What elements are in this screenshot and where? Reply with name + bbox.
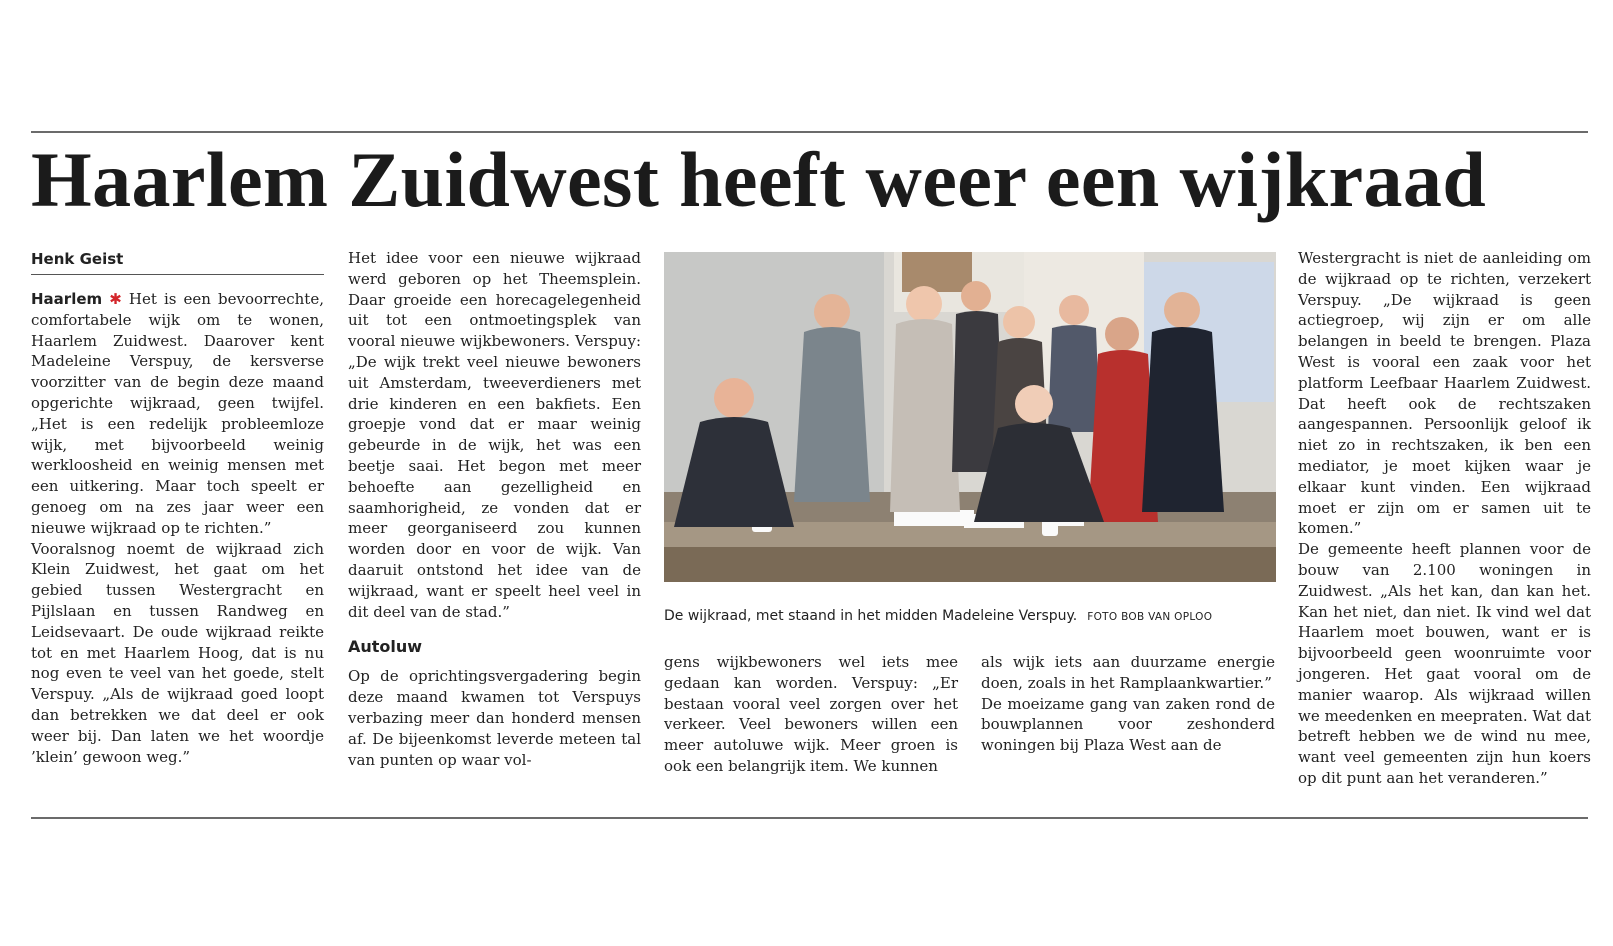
photo-caption: [664, 606, 1276, 627]
headline: Haarlem Zuidwest heeft weer een wijkraad: [31, 136, 1487, 223]
column-2: [348, 248, 641, 770]
paragraph: Het idee voor een nieuwe wijkraad werd geboren op het Theemsplein. Daar groeide een horecagelegenheid uit tot een ontmoetingsplek van vooral nieuwe wijkbewoners. Verspuy: „De wijk trekt veel nieuwe bewoners uit Amsterdam, tweeverdieners met drie kinderen en een bakfiets. Een groepje vond dat er maar weinig gebeurde in de wijk, het was een beetje saai. Het begon met meer behoefte aan gezelligheid en saamhorigheid, ze vonden dat er meer georganiseerd zou kunnen worden door en voor de wijk. Van daaruit ontstond het idee van de wijkraad, want er speelt heel veel in dit deel van de stad.”: [348, 249, 641, 621]
column-5: [1298, 248, 1591, 789]
column-3: [664, 652, 958, 777]
photo-credit: FOTO BOB VAN OPLOO: [1087, 611, 1213, 623]
paragraph: Vooralsnog noemt de wijkraad zich Klein Zuidwest, het gaat om het gebied tussen Westergracht en Pijlslaan en tussen Randweg en Leidsevaart. De oude wijkraad reikte tot en met Haarlem Hoog, dat is nu nog even te veel van het goede, stelt Verspuy. „Als de wijkraad goed loopt dan betrekken we dat deel er ook weer bij. Dan laten we het woordje ’klein’ gewoon weg.”: [31, 539, 324, 766]
top-rule: [31, 131, 1588, 133]
subhead: Autoluw: [348, 637, 423, 657]
caption-text: De wijkraad, met staand in het midden Madeleine Verspuy.: [664, 608, 1078, 624]
paragraph: De moeizame gang van zaken rond de bouwplannen voor zeshonderd woningen bij Plaza West aan de: [981, 694, 1275, 755]
paragraph: gens wijkbewoners wel iets mee gedaan kan worden. Verspuy: „Er bestaan vooral veel zorgen over het verkeer. Veel bewoners willen een meer autoluwe wijk. Meer groen is ook een belangrijk item. We kunnen: [664, 653, 958, 775]
paragraph: De gemeente heeft plannen voor de bouw van 2.100 woningen in Zuidwest. „Als het kan, dan kan het. Kan het niet, dan niet. Ik vind wel dat Haarlem moet bouwen, want er is bijvoorbeeld geen woonruimte voor jongeren. Het gaat vooral om de manier waarop. Als wijkraad willen we meedenken en meepraten. Wat dat betreft hebben we de wind nu mee, want veel gemeenten zijn hun koers op dit punt aan het veranderen.”: [1298, 540, 1591, 787]
bottom-rule: [31, 817, 1588, 819]
article-photo: [664, 252, 1276, 582]
dateline: Haarlem: [31, 290, 103, 308]
column-4: [981, 652, 1275, 756]
lead-paragraph: [31, 289, 324, 539]
paragraph: Westergracht is niet de aanleiding om de wijkraad op te richten, verzekert Verspuy. „De wijkraad is geen actiegroep, wij zijn er om alle belangen in beeld te brengen. Plaza West is vooral een zaak voor het platform Leefbaar Haarlem Zuidwest. Dat heeft ook de rechtszaken aangespannen. Persoonlijk geloof ik niet zo in rechtszaken, ik ben een mediator, je moet kijken waar je elkaar kunt vinden. Een wijkraad moet er zijn om er samen uit te komen.”: [1298, 249, 1591, 538]
byline: Henk Geist: [31, 248, 324, 275]
column-1: [31, 248, 324, 767]
paragraph: Op de oprichtingsvergadering begin deze maand kwamen tot Verspuys verbazing meer dan honderd mensen af. De bijeenkomst leverde meteen tal van punten op waar vol-: [348, 667, 641, 769]
dateline-star-icon: ✱: [109, 290, 122, 308]
lead-text: Het is een bevoorrechte, comfortabele wijk om te wonen, Haarlem Zuidwest. Daarover kent Madeleine Verspuy, de kersverse voorzitter van de begin deze maand opgerichte wijkraad, geen twijfel. „Het is een redelijk probleemloze wijk, met bijvoorbeeld weinig werkloosheid en weinig mensen met een uitkering. Maar toch speelt er genoeg om na zes jaar weer een nieuwe wijkraad op te richten.”: [31, 290, 324, 537]
group-photo-illustration: [664, 252, 1276, 582]
paragraph: als wijk iets aan duurzame energie doen, zoals in het Ramplaankwartier.”: [981, 653, 1275, 692]
